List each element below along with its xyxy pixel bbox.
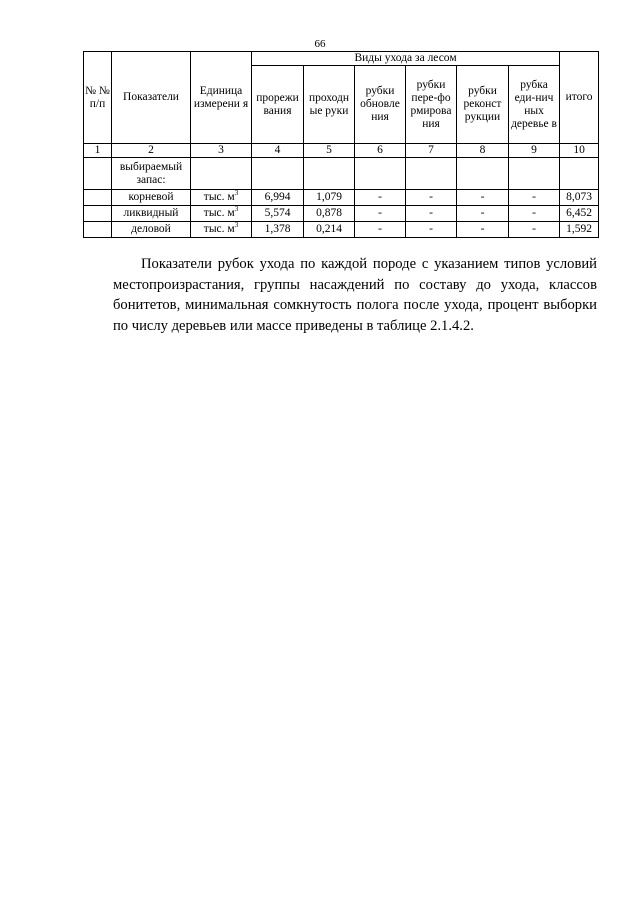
header-type: проходн ые руки xyxy=(304,66,355,144)
row-indicator: корневой xyxy=(112,190,191,206)
row-unit xyxy=(191,222,252,238)
row-unit xyxy=(191,206,252,222)
row-value: - xyxy=(457,222,509,238)
row-number xyxy=(84,190,112,206)
row-value xyxy=(252,158,304,190)
unit-exponent: 3 xyxy=(234,221,239,229)
row-value: - xyxy=(406,206,457,222)
table-row xyxy=(84,158,599,190)
row-value: - xyxy=(509,190,560,206)
row-total: 1,592 xyxy=(560,222,599,238)
header-total: итого xyxy=(560,52,599,144)
row-indicator: деловой xyxy=(112,222,191,238)
row-number xyxy=(84,222,112,238)
row-value: 1,079 xyxy=(304,190,355,206)
row-value: 1,378 xyxy=(252,222,304,238)
column-number-row xyxy=(84,144,599,158)
row-unit xyxy=(191,158,252,190)
column-number: 5 xyxy=(304,144,355,158)
unit-text: тыс. м xyxy=(203,223,235,235)
row-value: - xyxy=(509,206,560,222)
column-number: 8 xyxy=(457,144,509,158)
row-value xyxy=(355,158,406,190)
row-value xyxy=(509,158,560,190)
row-value: - xyxy=(355,206,406,222)
column-number: 4 xyxy=(252,144,304,158)
header-type: прорежи вания xyxy=(252,66,304,144)
row-value: - xyxy=(457,206,509,222)
row-value: 0,214 xyxy=(304,222,355,238)
header-type: рубка еди-нич ных деревье в xyxy=(509,66,560,144)
page-number: 66 xyxy=(314,38,326,50)
row-value: - xyxy=(406,222,457,238)
row-indicator: выбираемый запас: xyxy=(112,158,191,190)
paragraph-text: Показатели рубок ухода по каждой породе с указанием типов условий местопроизрастания, группы насаждений по составу до ухода, классов бонитетов, минимальная сомкнутость полога после ухода, процент выборки по числу деревьев или массе приведены в таблице 2.1.4.2. xyxy=(113,256,597,334)
row-value: 6,994 xyxy=(252,190,304,206)
table-row xyxy=(84,222,599,238)
row-value: 5,574 xyxy=(252,206,304,222)
column-number: 7 xyxy=(406,144,457,158)
row-value xyxy=(457,158,509,190)
row-number xyxy=(84,206,112,222)
row-value: 0,878 xyxy=(304,206,355,222)
row-indicator: ликвидный xyxy=(112,206,191,222)
row-value: - xyxy=(509,222,560,238)
forest-care-table xyxy=(83,51,599,238)
column-number: 9 xyxy=(509,144,560,158)
column-number: 3 xyxy=(191,144,252,158)
row-value xyxy=(304,158,355,190)
row-unit xyxy=(191,190,252,206)
column-number: 2 xyxy=(112,144,191,158)
row-value: - xyxy=(355,222,406,238)
table-row xyxy=(84,206,599,222)
header-type: рубки обновле ния xyxy=(355,66,406,144)
header-care-types: Виды ухода за лесом xyxy=(252,52,560,66)
row-value: - xyxy=(355,190,406,206)
row-total xyxy=(560,158,599,190)
header-number: № № п/п xyxy=(84,52,112,144)
row-value xyxy=(406,158,457,190)
header-type: рубки реконст рукции xyxy=(457,66,509,144)
column-number: 6 xyxy=(355,144,406,158)
unit-exponent: 3 xyxy=(234,205,239,213)
header-indicators: Показатели xyxy=(112,52,191,144)
unit-text: тыс. м xyxy=(203,191,235,203)
row-value: - xyxy=(406,190,457,206)
header-unit: Единица измерени я xyxy=(191,52,252,144)
row-number xyxy=(84,158,112,190)
table-row xyxy=(84,190,599,206)
body-paragraph xyxy=(113,254,597,336)
row-total: 6,452 xyxy=(560,206,599,222)
unit-text: тыс. м xyxy=(203,207,235,219)
row-total: 8,073 xyxy=(560,190,599,206)
unit-exponent: 3 xyxy=(234,189,239,197)
column-number: 1 xyxy=(84,144,112,158)
column-number: 10 xyxy=(560,144,599,158)
row-value: - xyxy=(457,190,509,206)
header-type: рубки пере-фо рмирова ния xyxy=(406,66,457,144)
